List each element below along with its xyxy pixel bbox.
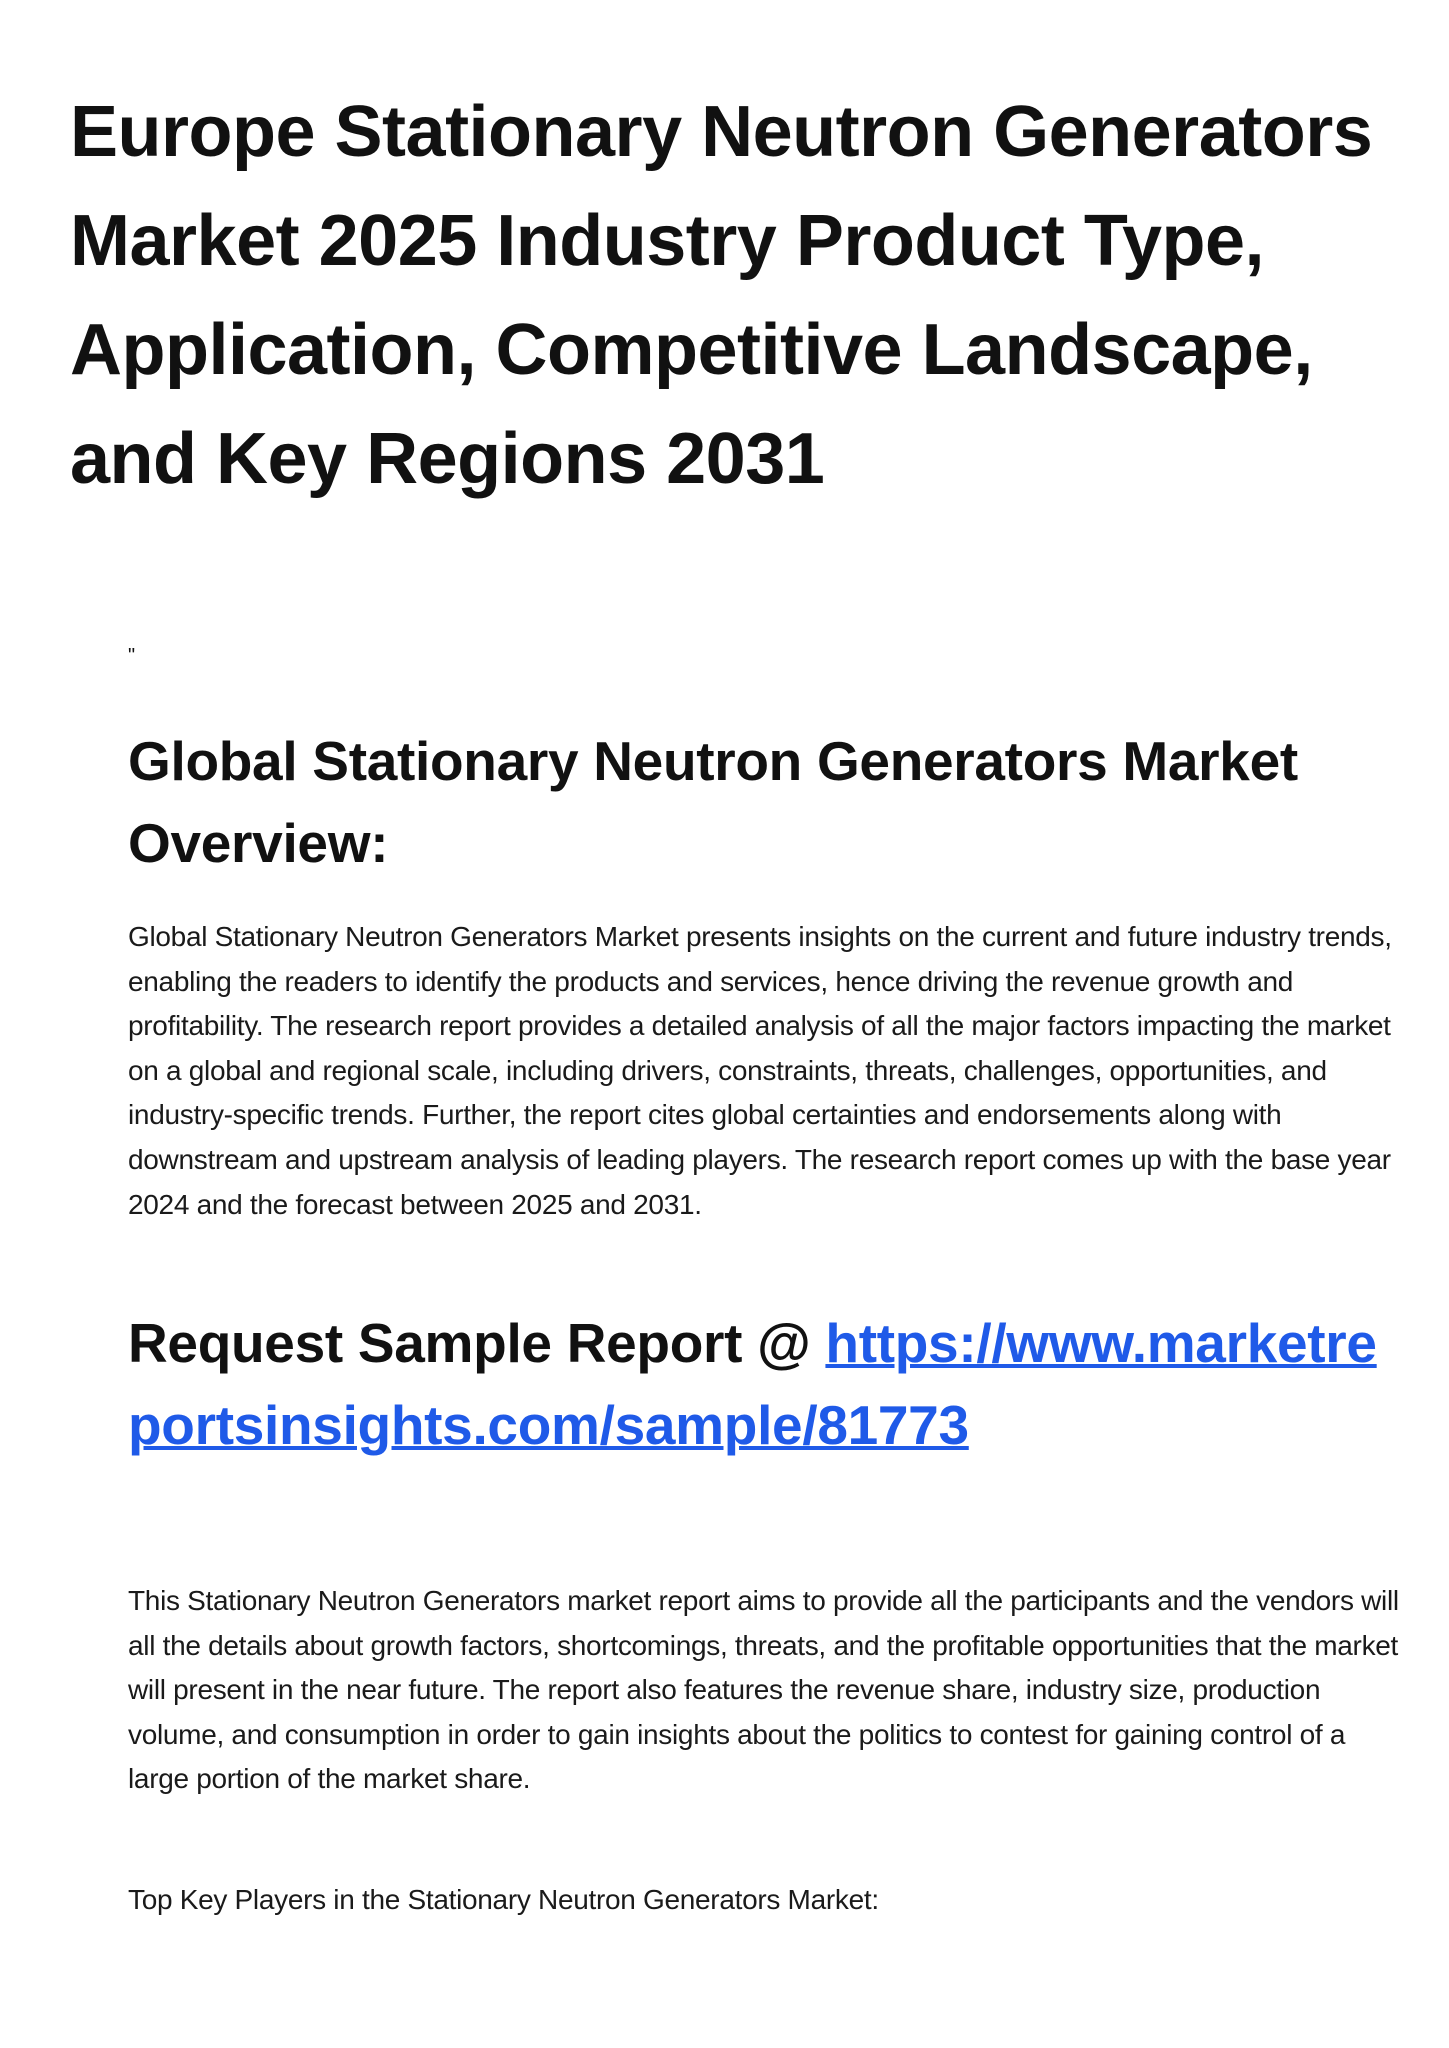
sample-heading-label: Request Sample Report @ [128, 1312, 826, 1374]
report-description-paragraph: This Stationary Neutron Generators market report aims to provide all the participants and the vendors will all the details about growth factors, shortcomings, threats, and the profitable opportunities that the market will present in the near future. The report also features the revenue share, industry size, production volume, and consumption in order to gain insights about the politics to contest for gaining control of a large portion of the market share. [128, 1585, 1399, 1795]
page-title: Europe Stationary Neutron Generators Market 2025 Industry Product Type, Application, Competitive Landscape, and Key Regions 2031 [70, 92, 1373, 499]
overview-heading: Global Stationary Neutron Generators Market Overview: [128, 730, 1298, 874]
overview-paragraph: Global Stationary Neutron Generators Market presents insights on the current and future industry trends, enabling the readers to identify the products and services, hence driving the revenue growth and profitability. The research report provides a detailed analysis of all the major factors impacting the market on a global and regional scale, including drivers, constraints, threats, challenges, opportunities, and industry-specific trends. Further, the report cites global certainties and endorsements along with downstream and upstream analysis of leading players. The research report comes up with the base year 2024 and the forecast between 2025 and 2031. [128, 921, 1392, 1220]
sample-heading [128, 1302, 1378, 1466]
key-players-label: Top Key Players in the Stationary Neutron Generators Market: [128, 1884, 879, 1915]
quote-mark: " [128, 645, 136, 667]
sample-report-link[interactable]: https://www.marketreportsinsights.com/sample/81773 [128, 1312, 1377, 1456]
